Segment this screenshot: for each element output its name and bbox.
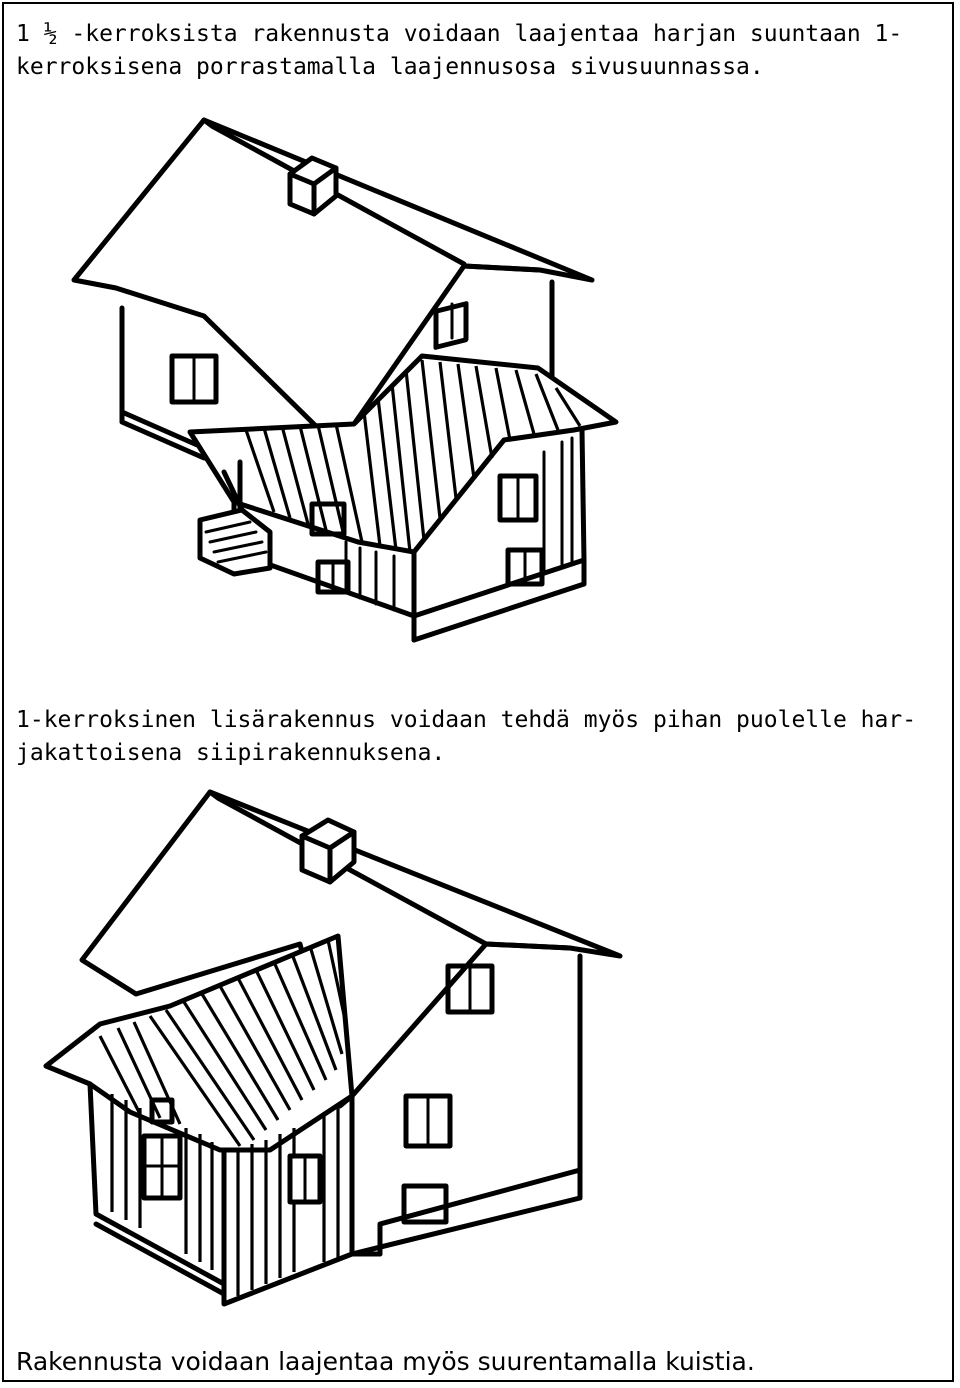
caption-third: Rakennusta voidaan laajentaa myös suurentamalla kuistia.: [16, 1347, 755, 1376]
house-wing-extension-drawing-icon: [40, 784, 630, 1319]
caption-second: 1-kerroksinen lisärakennus voidaan tehdä myös pihan puolelle har- jakattoisena siipirakennuksena.: [16, 707, 917, 766]
page-frame: [2, 2, 954, 1382]
house-extension-side-drawing-icon: [64, 112, 624, 652]
caption-first: 1 ½ -kerroksista rakennusta voidaan laajentaa harjan suuntaan 1- kerroksisena porrastamalla laajennusosa sivusuunnassa.: [16, 21, 903, 80]
